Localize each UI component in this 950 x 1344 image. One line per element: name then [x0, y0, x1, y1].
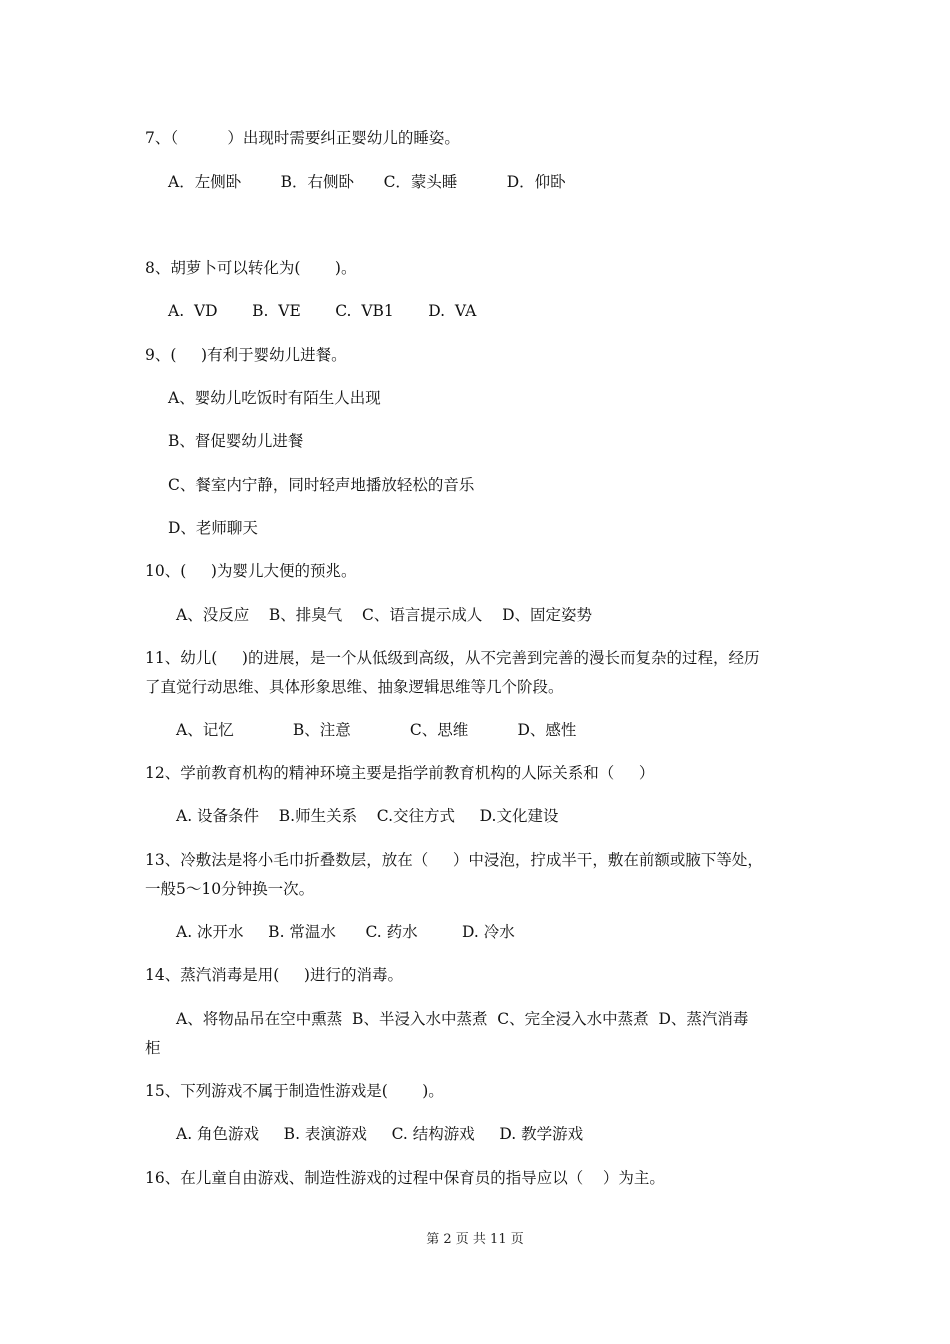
- question-options: A. 角色游戏 B. 表演游戏 C. 结构游戏 D. 教学游戏: [176, 1125, 584, 1143]
- question-options: A. VD B. VE C. VB1 D. VA: [168, 302, 477, 320]
- option-c: C、餐室内宁静，同时轻声地播放轻松的音乐: [168, 476, 475, 494]
- question-options: A、记忆 B、注意 C、思维 D、感性: [176, 721, 577, 739]
- question-text: 12、学前教育机构的精神环境主要是指学前教育机构的人际关系和（ ）: [145, 764, 655, 782]
- question-text: 14、蒸汽消毒是用( )进行的消毒。: [145, 966, 403, 984]
- question-text: 8、胡萝卜可以转化为( )。: [145, 259, 357, 277]
- question-text: 10、( )为婴儿大便的预兆。: [145, 562, 357, 580]
- question-options-line2: 柜: [145, 1039, 161, 1057]
- question-options-line1: A、将物品吊在空中熏蒸 B、半浸入水中蒸煮 C、完全浸入水中蒸煮 D、蒸汽消毒: [176, 1010, 749, 1028]
- page-footer: 第 2 页 共 11 页: [426, 1232, 524, 1247]
- question-options: A. 设备条件 B.师生关系 C.交往方式 D.文化建设: [176, 807, 559, 825]
- question-text: 15、下列游戏不属于制造性游戏是( )。: [145, 1082, 444, 1100]
- question-options: A. 冰开水 B. 常温水 C. 药水 D. 冷水: [176, 923, 515, 941]
- question-options: A、没反应 B、排臭气 C、语言提示成人 D、固定姿势: [176, 606, 592, 624]
- question-text-line1: 13、冷敷法是将小毛巾折叠数层，放在（ ）中浸泡，拧成半干，敷在前额或腋下等处，: [145, 851, 763, 869]
- option-b: B、督促婴幼儿进餐: [168, 432, 304, 450]
- question-text-line2: 了直觉行动思维、具体形象思维、抽象逻辑思维等几个阶段。: [145, 678, 564, 696]
- option-a: A、婴幼儿吃饭时有陌生人出现: [168, 389, 381, 407]
- question-options: A．左侧卧 B．右侧卧 C．蒙头睡 D．仰卧: [168, 173, 566, 191]
- question-text-line2: 一般5～10分钟换一次。: [145, 880, 315, 898]
- question-text: 16、在儿童自由游戏、制造性游戏的过程中保育员的指导应以（ ）为主。: [145, 1169, 665, 1187]
- question-text: 9、( )有利于婴幼儿进餐。: [145, 346, 347, 364]
- question-text-line1: 11、幼儿( )的进展，是一个从低级到高级，从不完善到完善的漫长而复杂的过程，经历: [145, 649, 760, 667]
- option-d: D、老师聊天: [168, 519, 258, 537]
- question-text: 7、（ ）出现时需要纠正婴幼儿的睡姿。: [145, 129, 460, 147]
